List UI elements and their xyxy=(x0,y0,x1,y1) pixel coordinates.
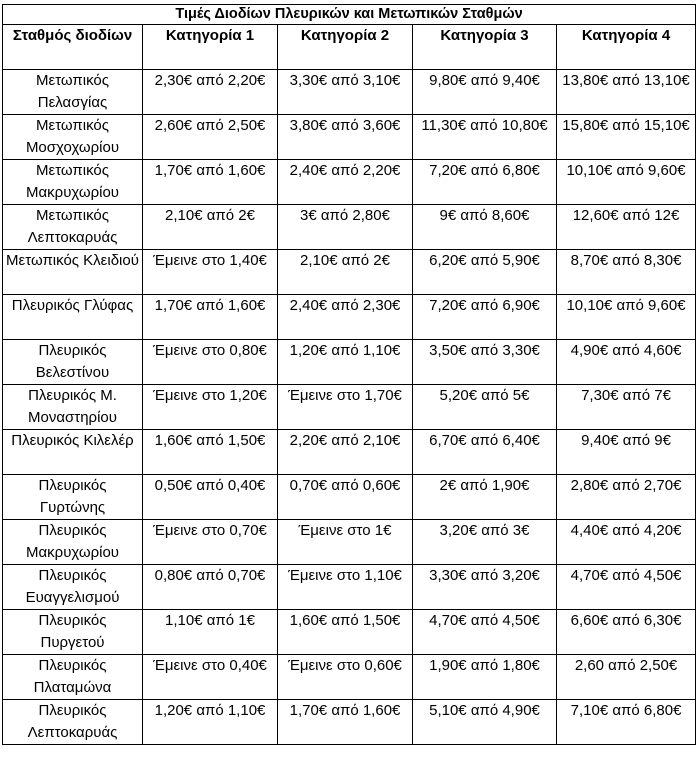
header-category-2: Κατηγορία 2 xyxy=(278,25,413,70)
category-1-cell: 2,60€ από 2,50€ xyxy=(143,115,278,160)
table-row xyxy=(3,520,696,565)
table-title-row xyxy=(3,5,696,25)
category-3-cell: 5,20€ από 5€ xyxy=(413,385,557,430)
category-1-cell: 1,60€ από 1,50€ xyxy=(143,430,278,475)
category-1-cell: Έμεινε στο 0,80€ xyxy=(143,340,278,385)
station-cell: Μετωπικός Κλειδιού xyxy=(3,250,143,295)
table-row xyxy=(3,115,696,160)
category-4-cell: 6,60€ από 6,30€ xyxy=(557,610,696,655)
category-4-cell: 15,80€ από 15,10€ xyxy=(557,115,696,160)
table-row xyxy=(3,700,696,745)
header-row xyxy=(3,25,696,70)
category-1-cell: 1,70€ από 1,60€ xyxy=(143,295,278,340)
category-2-cell: 2,10€ από 2€ xyxy=(278,250,413,295)
category-2-cell: Έμεινε στο 1,10€ xyxy=(278,565,413,610)
category-2-cell: Έμεινε στο 1,70€ xyxy=(278,385,413,430)
station-cell: Πλευρικός Πυργετού xyxy=(3,610,143,655)
category-1-cell: 2,30€ από 2,20€ xyxy=(143,70,278,115)
category-4-cell: 9,40€ από 9€ xyxy=(557,430,696,475)
category-4-cell: 10,10€ από 9,60€ xyxy=(557,295,696,340)
category-2-cell: 1,70€ από 1,60€ xyxy=(278,700,413,745)
category-3-cell: 3,30€ από 3,20€ xyxy=(413,565,557,610)
category-1-cell: Έμεινε στο 0,40€ xyxy=(143,655,278,700)
category-4-cell: 8,70€ από 8,30€ xyxy=(557,250,696,295)
table-row xyxy=(3,430,696,475)
category-3-cell: 7,20€ από 6,90€ xyxy=(413,295,557,340)
category-3-cell: 5,10€ από 4,90€ xyxy=(413,700,557,745)
station-cell: Μετωπικός Μακρυχωρίου xyxy=(3,160,143,205)
category-2-cell: 2,20€ από 2,10€ xyxy=(278,430,413,475)
category-1-cell: 1,20€ από 1,10€ xyxy=(143,700,278,745)
station-cell: Πλευρικός Μακρυχωρίου xyxy=(3,520,143,565)
category-3-cell: 9,80€ από 9,40€ xyxy=(413,70,557,115)
table-row xyxy=(3,475,696,520)
category-2-cell: 1,20€ από 1,10€ xyxy=(278,340,413,385)
category-2-cell: Έμεινε στο 0,60€ xyxy=(278,655,413,700)
category-2-cell: 2,40€ από 2,30€ xyxy=(278,295,413,340)
table-row xyxy=(3,340,696,385)
category-3-cell: 2€ από 1,90€ xyxy=(413,475,557,520)
station-cell: Πλευρικός Ευαγγελισμού xyxy=(3,565,143,610)
header-station: Σταθμός διοδίων xyxy=(3,25,143,70)
category-1-cell: 1,70€ από 1,60€ xyxy=(143,160,278,205)
category-3-cell: 1,90€ από 1,80€ xyxy=(413,655,557,700)
category-1-cell: 0,80€ από 0,70€ xyxy=(143,565,278,610)
table-row xyxy=(3,295,696,340)
category-1-cell: 2,10€ από 2€ xyxy=(143,205,278,250)
category-4-cell: 13,80€ από 13,10€ xyxy=(557,70,696,115)
station-cell: Πλευρικός Γυρτώνης xyxy=(3,475,143,520)
category-2-cell: 3,80€ από 3,60€ xyxy=(278,115,413,160)
category-3-cell: 11,30€ από 10,80€ xyxy=(413,115,557,160)
station-cell: Πλευρικός Πλαταμώνα xyxy=(3,655,143,700)
category-4-cell: 12,60€ από 12€ xyxy=(557,205,696,250)
category-3-cell: 6,70€ από 6,40€ xyxy=(413,430,557,475)
category-3-cell: 4,70€ από 4,50€ xyxy=(413,610,557,655)
table-row xyxy=(3,610,696,655)
category-3-cell: 3,20€ από 3€ xyxy=(413,520,557,565)
table-row xyxy=(3,385,696,430)
station-cell: Μετωπικός Μοσχοχωρίου xyxy=(3,115,143,160)
category-4-cell: 4,40€ από 4,20€ xyxy=(557,520,696,565)
header-category-3: Κατηγορία 3 xyxy=(413,25,557,70)
category-4-cell: 7,10€ από 6,80€ xyxy=(557,700,696,745)
category-4-cell: 2,60 από 2,50€ xyxy=(557,655,696,700)
toll-price-sheet xyxy=(2,4,695,745)
station-cell: Μετωπικός Πελασγίας xyxy=(3,70,143,115)
category-2-cell: 2,40€ από 2,20€ xyxy=(278,160,413,205)
category-2-cell: Έμεινε στο 1€ xyxy=(278,520,413,565)
category-3-cell: 3,50€ από 3,30€ xyxy=(413,340,557,385)
table-row xyxy=(3,565,696,610)
table-row xyxy=(3,655,696,700)
table-row xyxy=(3,160,696,205)
category-3-cell: 7,20€ από 6,80€ xyxy=(413,160,557,205)
category-3-cell: 6,20€ από 5,90€ xyxy=(413,250,557,295)
category-4-cell: 4,70€ από 4,50€ xyxy=(557,565,696,610)
table-body xyxy=(3,70,696,745)
category-1-cell: 0,50€ από 0,40€ xyxy=(143,475,278,520)
header-category-4: Κατηγορία 4 xyxy=(557,25,696,70)
category-2-cell: 3,30€ από 3,10€ xyxy=(278,70,413,115)
table-row xyxy=(3,250,696,295)
toll-price-table xyxy=(2,4,696,745)
category-1-cell: Έμεινε στο 1,20€ xyxy=(143,385,278,430)
station-cell: Πλευρικός Γλύφας xyxy=(3,295,143,340)
station-cell: Πλευρικός Λεπτοκαρυάς xyxy=(3,700,143,745)
category-1-cell: 1,10€ από 1€ xyxy=(143,610,278,655)
table-row xyxy=(3,70,696,115)
header-category-1: Κατηγορία 1 xyxy=(143,25,278,70)
station-cell: Πλευρικός Μ. Μοναστηρίου xyxy=(3,385,143,430)
category-1-cell: Έμεινε στο 0,70€ xyxy=(143,520,278,565)
category-4-cell: 7,30€ από 7€ xyxy=(557,385,696,430)
station-cell: Μετωπικός Λεπτοκαρυάς xyxy=(3,205,143,250)
table-row xyxy=(3,205,696,250)
category-2-cell: 3€ από 2,80€ xyxy=(278,205,413,250)
category-2-cell: 1,60€ από 1,50€ xyxy=(278,610,413,655)
station-cell: Πλευρικός Κιλελέρ xyxy=(3,430,143,475)
category-1-cell: Έμεινε στο 1,40€ xyxy=(143,250,278,295)
category-4-cell: 10,10€ από 9,60€ xyxy=(557,160,696,205)
table-title: Τιμές Διοδίων Πλευρικών και Μετωπικών Σταθμών xyxy=(3,5,696,25)
station-cell: Πλευρικός Βελεστίνου xyxy=(3,340,143,385)
category-4-cell: 2,80€ από 2,70€ xyxy=(557,475,696,520)
category-2-cell: 0,70€ από 0,60€ xyxy=(278,475,413,520)
category-4-cell: 4,90€ από 4,60€ xyxy=(557,340,696,385)
category-3-cell: 9€ από 8,60€ xyxy=(413,205,557,250)
